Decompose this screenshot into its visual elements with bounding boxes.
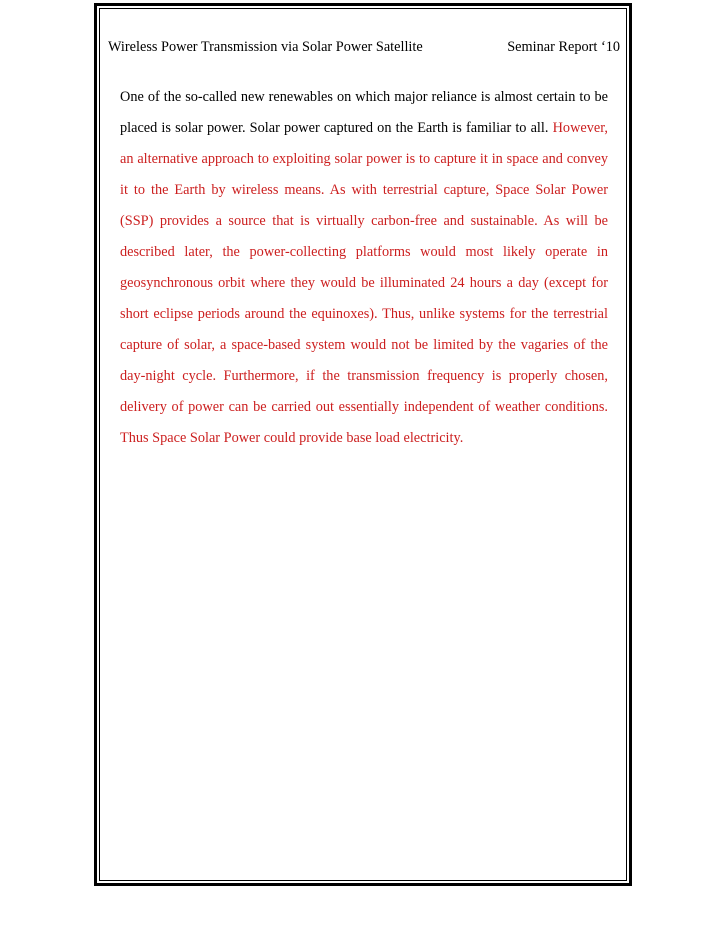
header-report-label: Seminar Report ‘10 [507, 39, 620, 55]
page-header [108, 37, 620, 57]
header-title: Wireless Power Transmission via Solar Power Satellite [108, 39, 423, 55]
paragraph-black-text: One of the so-called new renewables on which major reliance is almost certain to be placed is solar power. Solar power captured on the Earth is familiar to all. [120, 89, 608, 136]
body-paragraph [120, 82, 608, 454]
paragraph-red-text: However, an alternative approach to exploiting solar power is to capture it in space and convey it to the Earth by wireless means. As with terrestrial capture, Space Solar Power (SSP) provides a source that is virtually carbon-free and sustainable. As will be described later, the power-collecting platforms would most likely operate in geosynchronous orbit where they would be illuminated 24 hours a day (except for short eclipse periods around the equinoxes). Thus, unlike systems for the terrestrial capture of solar, a space-based system would not be limited by the vagaries of the day-night cycle. Furthermore, if the transmission frequency is properly chosen, delivery of power can be carried out essentially independent of weather conditions. Thus Space Solar Power could provide base load electricity. [120, 120, 608, 446]
